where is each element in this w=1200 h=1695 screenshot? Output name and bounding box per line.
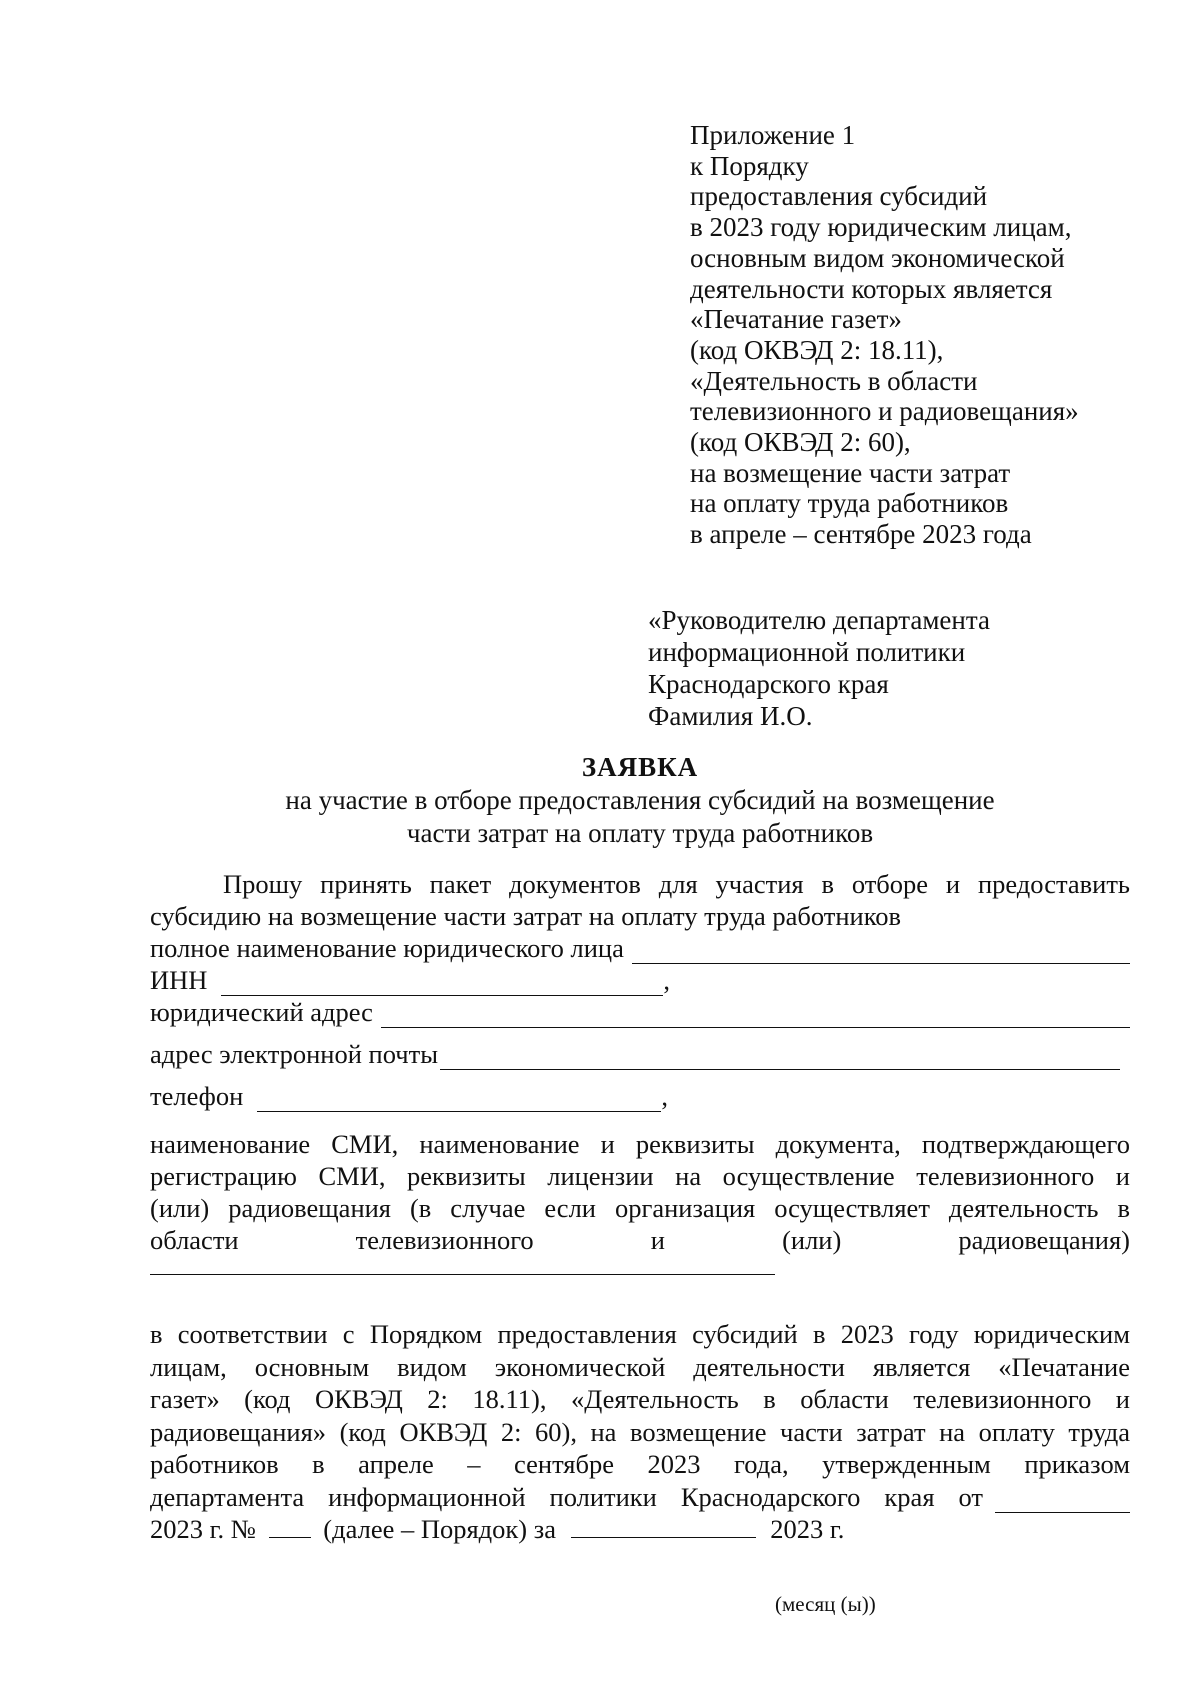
appendix-line: к Порядку <box>690 150 809 181</box>
addressee-block <box>648 604 1148 732</box>
full-name-field[interactable] <box>150 932 1130 964</box>
smi-line: (или) радиовещания (в случае если организация осуществляет деятельность в <box>150 1193 1130 1223</box>
compliance-section <box>150 1318 1130 1546</box>
appendix-line: на возмещение части затрат <box>690 457 1011 488</box>
intro-line: субсидию на возмещение части затрат на оплату труда работников <box>150 901 902 931</box>
order-year-number-label: 2023 г. № <box>150 1514 257 1544</box>
compliance-line: радиовещания» (код ОКВЭД 2: 60), на возмещение части затрат на оплату труда <box>150 1416 1130 1447</box>
compliance-line: газет» (код ОКВЭД 2: 18.11), «Деятельность в области телевизионного и <box>150 1384 1130 1414</box>
smi-section <box>150 1128 1130 1275</box>
phone-field[interactable] <box>150 1080 668 1112</box>
appendix-header <box>690 120 1160 550</box>
appendix-line: «Печатание газет» <box>690 304 902 335</box>
period-label: (далее – Порядок) за <box>323 1514 556 1544</box>
appendix-line: (код ОКВЭД 2: 60), <box>690 427 911 458</box>
appendix-line: в апреле – сентябре 2023 года <box>690 519 1032 550</box>
document-subtitle-line: на участие в отборе предоставления субсидий на возмещение <box>285 785 995 815</box>
appendix-line: «Деятельность в области <box>690 365 978 396</box>
compliance-line: работников в апреле – сентябре 2023 года, утвержденным приказом <box>150 1449 1130 1479</box>
compliance-line: в соответствии с Порядком предоставления субсидий в 2023 году юридическим <box>150 1319 1130 1349</box>
appendix-line: на оплату труда работников <box>690 488 1009 519</box>
order-date-blank[interactable] <box>995 1488 1130 1513</box>
appendix-line: основным видом экономической <box>690 242 1065 273</box>
addressee-line: информационной политики <box>648 637 966 667</box>
legal-address-blank[interactable] <box>381 1003 1130 1028</box>
month-blank[interactable] <box>571 1513 756 1538</box>
appendix-line: в 2023 году юридическим лицам, <box>690 212 1072 243</box>
full-name-label: полное наименование юридического лица <box>150 933 624 963</box>
order-number-blank[interactable] <box>269 1513 311 1538</box>
compliance-line: лицам, основным видом экономической деятельности является «Печатание <box>150 1351 1130 1382</box>
compliance-line-with-date <box>150 1481 1130 1514</box>
compliance-line: департамента информационной политики Краснодарского края от <box>150 1481 983 1512</box>
phone-label: телефон <box>150 1081 244 1111</box>
smi-line: регистрацию СМИ, реквизиты лицензии на осуществление телевизионного и <box>150 1161 1130 1191</box>
inn-blank[interactable] <box>221 971 663 996</box>
appendix-line: предоставления субсидий <box>690 181 988 212</box>
appendix-line: телевизионного и радиовещания» <box>690 396 1079 427</box>
request-body <box>150 868 1130 1112</box>
appendix-line: Приложение 1 <box>690 120 856 150</box>
email-label: адрес электронной почты <box>150 1039 438 1069</box>
appendix-line: деятельности которых является <box>690 273 1053 304</box>
phone-comma: , <box>661 1081 668 1111</box>
document-title: ЗАЯВКА <box>581 752 699 782</box>
addressee-line: Фамилия И.О. <box>648 701 813 731</box>
addressee-line: Краснодарского края <box>648 669 889 699</box>
smi-line: области телевизионного и (или) радиовещания) <box>150 1225 1130 1255</box>
legal-address-field[interactable] <box>150 996 1130 1028</box>
inn-field[interactable] <box>150 964 670 996</box>
smi-blank[interactable] <box>150 1256 775 1275</box>
compliance-last-line <box>150 1513 1130 1546</box>
inn-label: ИНН <box>150 965 208 995</box>
phone-blank[interactable] <box>257 1087 661 1112</box>
full-name-blank[interactable] <box>632 939 1130 964</box>
intro-line: Прошу принять пакет документов для участия в отборе и предоставить <box>223 869 1130 899</box>
email-blank[interactable] <box>440 1045 1120 1070</box>
legal-address-label: юридический адрес <box>150 997 373 1027</box>
document-heading <box>150 750 1130 850</box>
month-hint: (месяц (ы)) <box>775 1592 876 1616</box>
period-year: 2023 г. <box>770 1514 845 1544</box>
document-subtitle-line: части затрат на оплату труда работников <box>406 818 874 848</box>
smi-line: наименование СМИ, наименование и реквизиты документа, подтверждающего <box>150 1129 1130 1159</box>
appendix-line: (код ОКВЭД 2: 18.11), <box>690 334 944 365</box>
inn-comma: , <box>663 965 670 995</box>
addressee-line: «Руководителю департамента <box>648 605 990 635</box>
email-field[interactable] <box>150 1038 1120 1070</box>
